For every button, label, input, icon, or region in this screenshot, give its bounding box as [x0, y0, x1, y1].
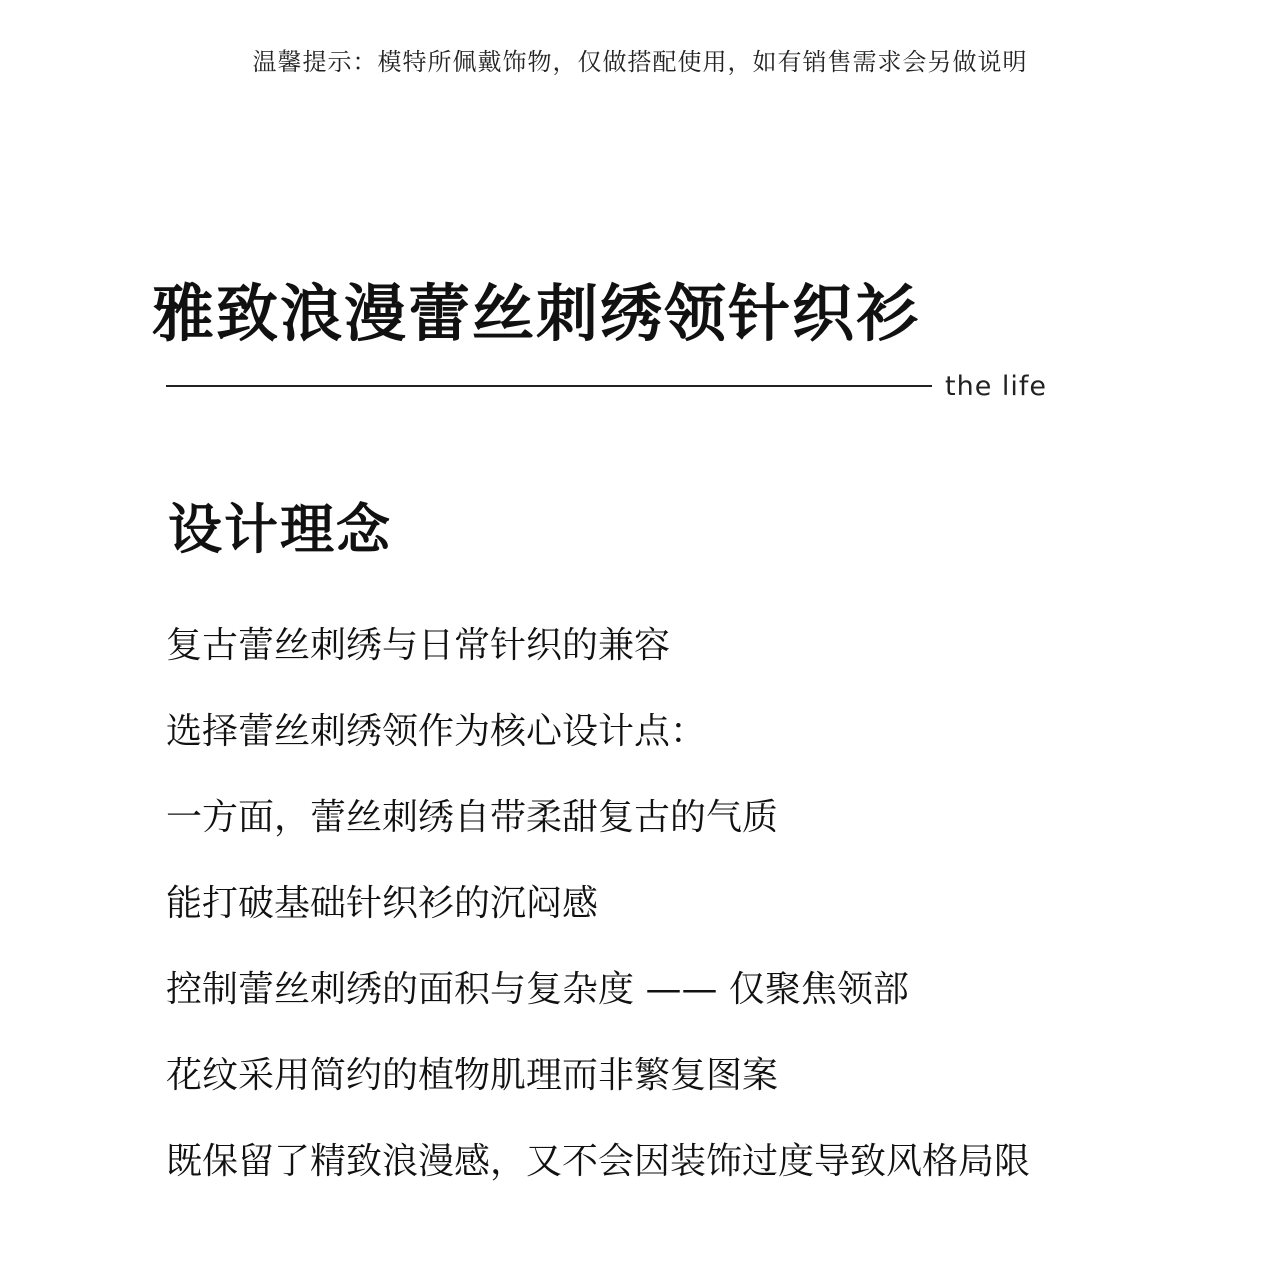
concept-line: 既保留了精致浪漫感，又不会因装饰过度导致风格局限 [166, 1141, 1031, 1182]
concept-line: 花纹采用简约的植物肌理而非繁复图案 [166, 1055, 779, 1096]
section-heading: 设计理念 [168, 498, 392, 561]
concept-line: 控制蕾丝刺绣的面积与复杂度 —— 仅聚焦领部 [166, 969, 909, 1010]
concept-line: 复古蕾丝刺绣与日常针织的兼容 [166, 625, 671, 666]
tagline-text: the life [945, 371, 1048, 402]
divider-line [166, 385, 932, 387]
product-title: 雅致浪漫蕾丝刺绣领针织衫 [152, 277, 921, 350]
concept-line: 一方面，蕾丝刺绣自带柔甜复古的气质 [166, 797, 779, 838]
design-concept-text [166, 622, 1030, 1224]
concept-line: 能打破基础针织衫的沉闷感 [166, 883, 599, 924]
concept-line: 选择蕾丝刺绣领作为核心设计点： [166, 711, 707, 752]
notice-text: 温馨提示：模特所佩戴饰物，仅做搭配使用，如有销售需求会另做说明 [252, 48, 1028, 76]
